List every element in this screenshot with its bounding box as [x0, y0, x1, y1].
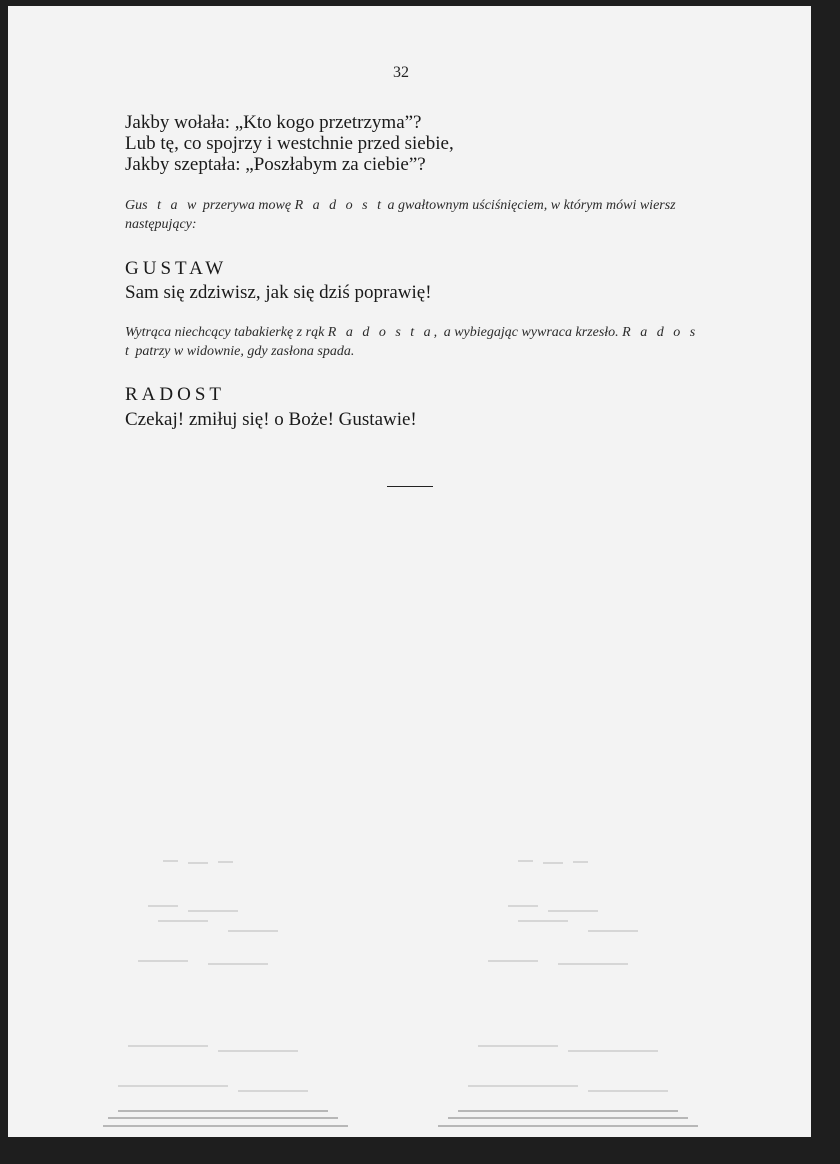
page-number: 32: [393, 64, 409, 81]
direction-text: a gwałtownym uściśnięciem, w którym mówi wiersz następujący:: [125, 198, 676, 232]
direction-text: patrzy w widownie, gdy zasłona spada.: [131, 344, 355, 359]
verse-line: Czekaj! zmiłuj się! o Boże! Gustawie!: [125, 409, 417, 430]
direction-text: Gu: [125, 198, 143, 213]
character-name: R a d o s t a,: [327, 325, 441, 340]
verse-line: Sam się zdziwisz, jak się dziś poprawię!: [125, 282, 432, 303]
speaker-name: RADOST: [125, 384, 226, 405]
character-name: R a d o s t: [294, 198, 384, 213]
verse-line: Jakby szeptała: „Poszłabym za ciebie”?: [125, 154, 426, 175]
verse-line: Lub tę, co spojrzy i westchnie przed siebie,: [125, 133, 454, 154]
character-name: R a d o s t: [125, 325, 699, 359]
verse-line: Jakby wołała: „Kto kogo przetrzyma”?: [125, 112, 422, 133]
direction-text: Wytrąca niechcący tabakierkę z rąk: [125, 325, 328, 340]
direction-text: przerywa mowę: [199, 198, 295, 213]
character-name: s t a w: [142, 198, 200, 213]
scan-noise: [8, 6, 811, 1137]
document-page: [8, 6, 811, 1137]
direction-text: a wybiegając wywraca krzesło.: [440, 325, 623, 340]
speaker-name: GUSTAW: [125, 258, 228, 279]
